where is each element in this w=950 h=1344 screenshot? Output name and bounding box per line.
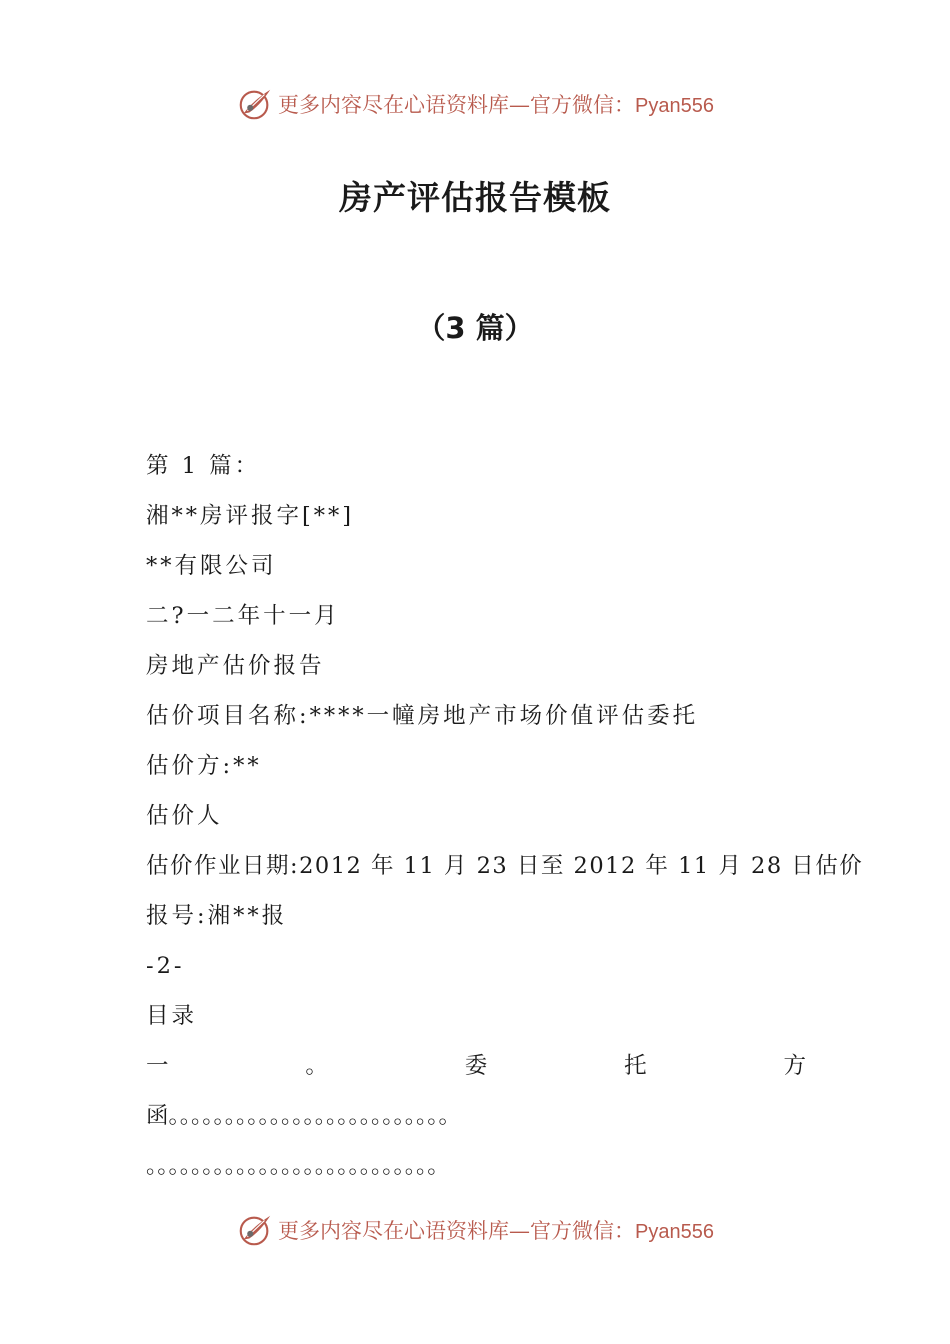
text-line: 估价人	[146, 803, 223, 829]
wechat-id: Pyan556	[635, 95, 714, 117]
quill-pen-logo-icon	[236, 1211, 274, 1249]
document-title: 房产评估报告模板	[339, 178, 611, 217]
toc-char: 方	[783, 1053, 806, 1079]
document-body	[146, 446, 864, 1196]
text-line: 二?一二年十一月	[146, 603, 340, 629]
text-line: 第 1 篇：	[146, 453, 261, 479]
header-watermark-banner	[0, 82, 950, 126]
text-line: 房地产估价报告	[146, 653, 325, 679]
watermark-text: 更多内容尽在心语资料库—官方微信：Pyan556	[278, 1219, 714, 1243]
toc-char: 委	[464, 1053, 488, 1079]
watermark-text: 更多内容尽在心语资料库—官方微信：Pyan556	[278, 93, 714, 117]
footer-watermark-banner	[0, 1208, 950, 1252]
text-line: 湘**房评报字[**]	[146, 503, 355, 529]
text-line: **有限公司	[146, 553, 277, 579]
toc-entry-line	[146, 1046, 806, 1096]
text-line: 估价方:**	[146, 753, 262, 779]
text-line: 估价项目名称:****一幢房地产市场价值评估委托	[146, 703, 699, 729]
quill-pen-logo-icon	[236, 85, 274, 123]
text-line: 估价作业日期:2012 年 11 月 23 日至 2012 年 11 月 28 日估价	[146, 853, 864, 879]
page-number: -2-	[146, 953, 185, 979]
toc-dots-line: 。。。。。。。。。。。。。。。。。。。。。。。。。。	[146, 1153, 450, 1179]
toc-char: 一	[146, 1053, 169, 1079]
wechat-id: Pyan556	[635, 1221, 714, 1243]
document-subtitle: （3 篇）	[416, 311, 534, 345]
toc-heading: 目录	[146, 1003, 198, 1029]
toc-char: 。	[305, 1053, 328, 1079]
toc-dots-line: 函。。。。。。。。。。。。。。。。。。。。。。。。。	[146, 1103, 462, 1129]
toc-char: 托	[624, 1053, 647, 1079]
text-line: 报号:湘**报	[146, 903, 288, 929]
